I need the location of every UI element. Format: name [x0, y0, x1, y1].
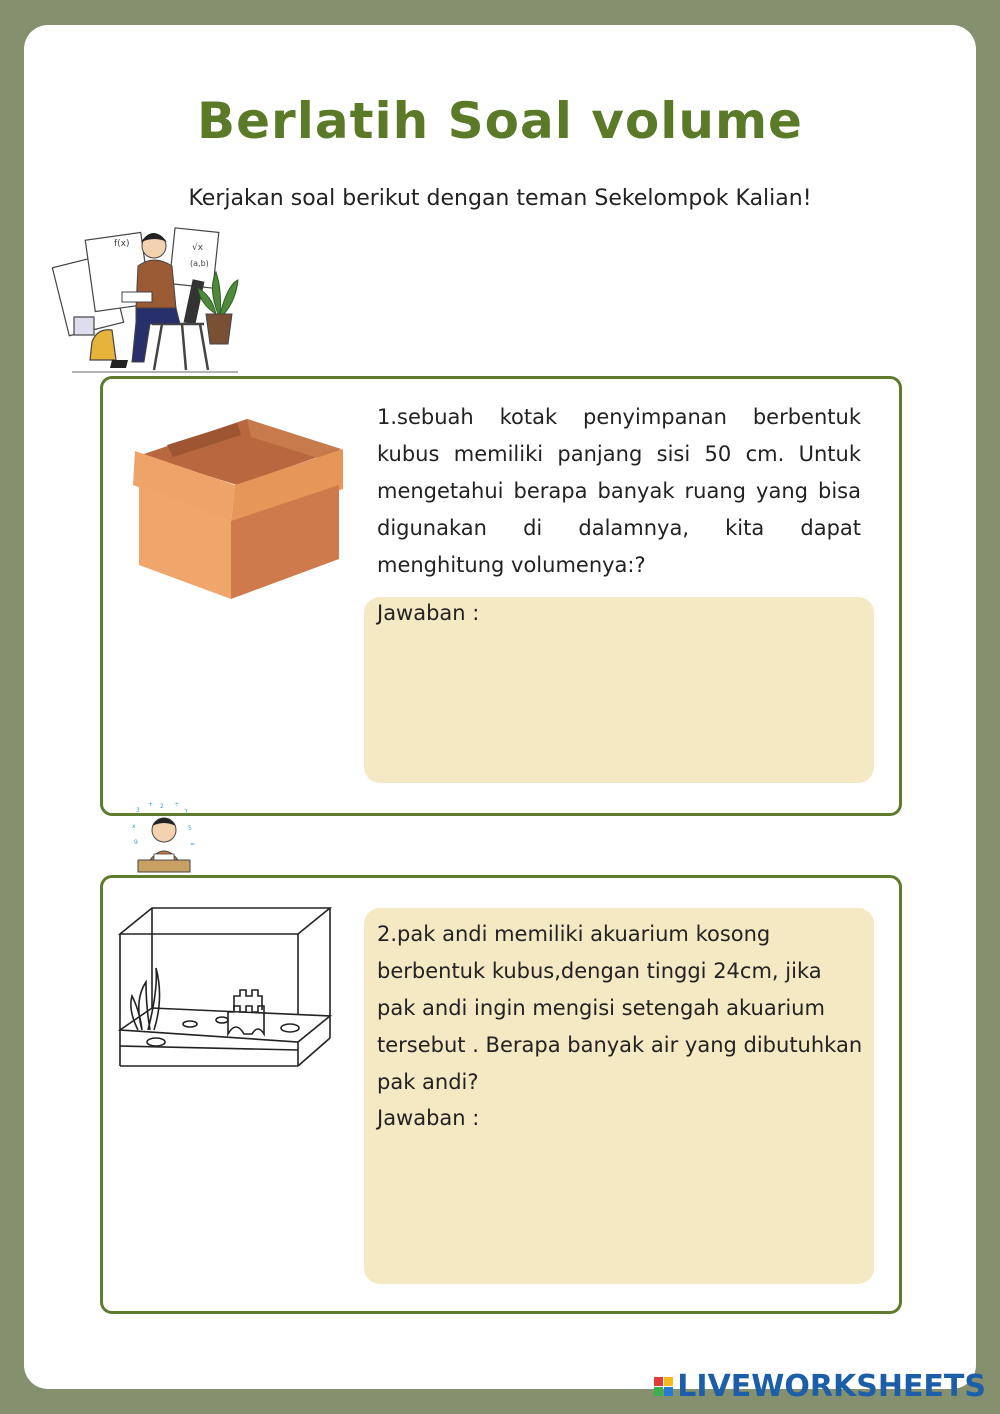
page-title: Berlatih Soal volume	[197, 92, 803, 150]
svg-text:√x: √x	[192, 243, 204, 253]
liveworksheets-watermark	[654, 1369, 986, 1404]
question-1-text: 1.sebuah kotak penyimpanan berbentuk kubus memiliki panjang sisi 50 cm. Untuk mengetahui berapa banyak ruang yang bisa digunakan di dalamnya, kita dapat menghitung volumenya:?	[377, 405, 861, 577]
question-2-box[interactable]	[364, 908, 874, 1284]
answer-box-1[interactable]	[364, 597, 874, 783]
page-subtitle: Kerjakan soal berikut dengan teman Sekelompok Kalian!	[188, 186, 812, 211]
svg-text:5: 5	[188, 825, 192, 832]
svg-text:=: =	[190, 841, 196, 848]
liveworksheets-logo-icon	[654, 1377, 673, 1396]
svg-text:7: 7	[184, 809, 188, 816]
svg-text:÷: ÷	[174, 801, 180, 808]
cardboard-box-image	[131, 415, 345, 601]
svg-text:(a,b): (a,b)	[190, 259, 209, 268]
svg-text:x: x	[132, 823, 136, 830]
svg-text:2: 2	[160, 803, 164, 810]
aquarium-image	[118, 906, 334, 1070]
question-card-2	[100, 875, 902, 1314]
question-card-1	[100, 376, 902, 816]
answer-label-2: Jawaban :	[377, 1106, 480, 1130]
watermark-text: LIVEWORKSHEETS	[677, 1369, 986, 1404]
svg-text:f(x): f(x)	[114, 239, 130, 249]
answer-label-1: Jawaban :	[377, 601, 480, 625]
svg-text:9: 9	[134, 839, 138, 846]
student-studying-illustration	[52, 222, 242, 378]
child-thinking-illustration	[130, 800, 198, 876]
question-2-text: 2.pak andi memiliki akuarium kosong berbentuk kubus,dengan tinggi 24cm, jika pak andi ingin mengisi setengah akuarium tersebut . Berapa banyak air yang dibutuhkan pak andi?	[377, 922, 863, 1094]
svg-text:3: 3	[136, 807, 140, 814]
svg-text:+: +	[148, 801, 154, 808]
